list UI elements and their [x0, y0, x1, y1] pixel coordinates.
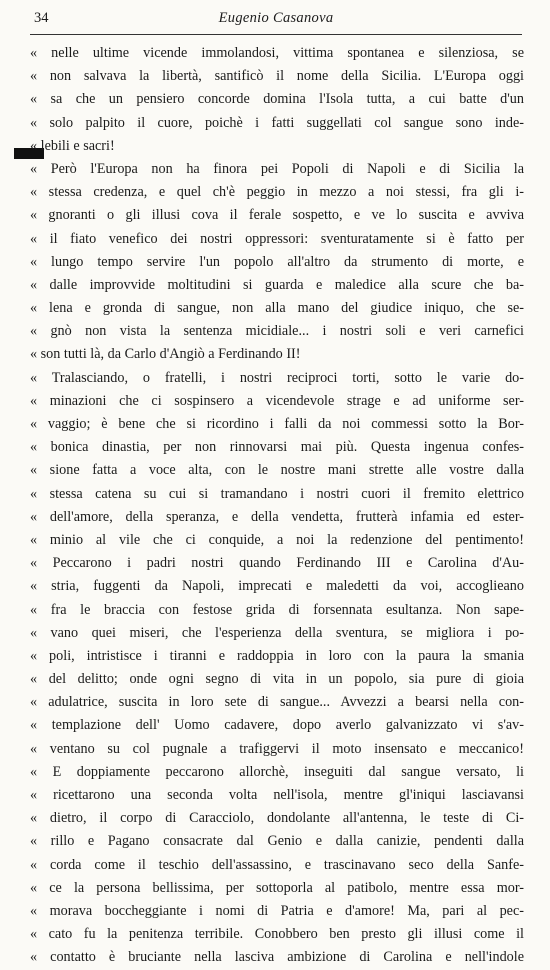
text-line: « Peccarono i padri nostri quando Ferdinando III e Carolina d'Au-	[30, 555, 524, 572]
text-line: « del delitto; onde ogni segno di vita in un popolo, sia pure di gioia	[30, 671, 524, 688]
text-line: « Tralasciando, o fratelli, i nostri reciproci torti, sotto le varie do-	[30, 369, 524, 386]
text-line: « bonica dinastia, per non rinnovarsi mai più. Questa ingenua confes-	[30, 439, 524, 456]
text-line: « vano quei miseri, che l'esperienza della sventura, se migliora i po-	[30, 624, 524, 641]
text-line: « E doppiamente peccarono allorchè, inseguiti dal sangue versato, li	[30, 763, 524, 780]
text-line: « Però l'Europa non ha finora pei Popoli di Napoli e di Sicilia la	[30, 160, 524, 177]
text-line: « gnoranti o gli illusi cova il ferale sospetto, e ve lo suscita e avviva	[30, 207, 524, 224]
text-line: « sione fatta a voce alta, con le nostre mani strette alle vostre dalla	[30, 462, 524, 479]
text-line: « solo palpito il cuore, poichè i fatti suggellati col sangue sono inde-	[30, 114, 524, 131]
text-line: « cato fu la penitenza terribile. Conobbero ben presto gli illusi come il	[30, 926, 524, 943]
text-line: « lena e gronda di sangue, non alla mano del giudice iniquo, che se-	[30, 300, 524, 317]
body-text	[30, 42, 524, 970]
text-line: « il fiato venefico dei nostri oppressori: sventuratamente si è fatto per	[30, 230, 524, 247]
header-rule	[30, 34, 522, 35]
text-line: « lungo tempo servire l'un popolo all'altro da strumento di morte, e	[30, 253, 524, 270]
text-line: « non salvava la libertà, santificò il nome della Sicilia. L'Europa oggi	[30, 68, 524, 85]
text-line: « vaggio; è bene che si ricordino i falli da noi commessi sotto la Bor-	[30, 416, 524, 432]
text-line: « corda come il teschio dell'assassino, e trascinavano seco della Sanfe-	[30, 856, 524, 873]
text-line: « sa che un pensiero concorde domina l'Isola tutta, a cui batte d'un	[30, 91, 524, 108]
text-line: « poli, intristisce i tiranni e raddoppia in loro con la paura la smania	[30, 647, 524, 664]
text-line: « fra le braccia con festose grida di forsennata esultanza. Non sape-	[30, 601, 524, 618]
text-line: « minio al vile che ci conquide, a noi la redenzione del pentimento!	[30, 531, 524, 548]
text-line: « dietro, il corpo di Caracciolo, dondolante all'antenna, le teste di Ci-	[30, 810, 524, 827]
text-line: « ventano su col pugnale a trafiggervi il moto insensato e meccanico!	[30, 740, 524, 757]
text-line: « lebili e sacri!	[30, 137, 115, 154]
text-line: « gnò non vista la sentenza micidiale... i nostri soli e veri carnefici	[30, 323, 524, 340]
text-line: « adulatrice, suscita in loro sete di sangue... Avvezzi a bearsi nella con-	[30, 694, 524, 711]
page-header	[30, 6, 522, 32]
text-line: « morava boccheggiante i nomi di Patria e d'amore! Ma, pari al pec-	[30, 902, 524, 919]
running-title: Eugenio Casanova	[218, 10, 334, 26]
text-line: « dell'amore, della speranza, e della vendetta, frutterà infamia ed ester-	[30, 508, 524, 525]
text-line: « son tutti là, da Carlo d'Angiò a Ferdinando II!	[30, 346, 301, 363]
text-line: « stessa catena su cui si tramandano i nostri cuori il fremito elettrico	[30, 485, 524, 502]
text-line: « ricettarono una seconda volta nell'isola, mentre gl'iniqui lasciavansi	[30, 787, 524, 803]
text-line: « ce la persona bellissima, per sottoporla al patibolo, mentre essa mor-	[30, 879, 524, 896]
text-line: « stria, fuggenti da Napoli, imprecati e maledetti da voi, accoglieano	[30, 578, 524, 595]
text-line: « minazioni che ci sospinsero a vicendevole strage e ad uniforme ser-	[30, 392, 524, 409]
text-line: « rillo e Pagano consacrate dal Genio e dalla canizie, pendenti dalla	[30, 833, 524, 850]
text-line: « nelle ultime vicende immolandosi, vittima spontanea e silenziosa, se	[30, 45, 524, 61]
text-line: « dalle improvvide moltitudini si guarda e maledice alla scure che ba-	[30, 276, 524, 293]
text-line: « contatto è bruciante nella lasciva ambizione di Carolina e nell'indole	[30, 949, 524, 966]
page-number: 34	[34, 10, 49, 26]
text-line: « stessa credenza, e quel ch'è peggio in mezzo a noi stessi, fra gli i-	[30, 184, 524, 201]
text-line: « templazione dell' Uomo cadavere, dopo averlo galvanizzato vi s'av-	[30, 717, 524, 734]
